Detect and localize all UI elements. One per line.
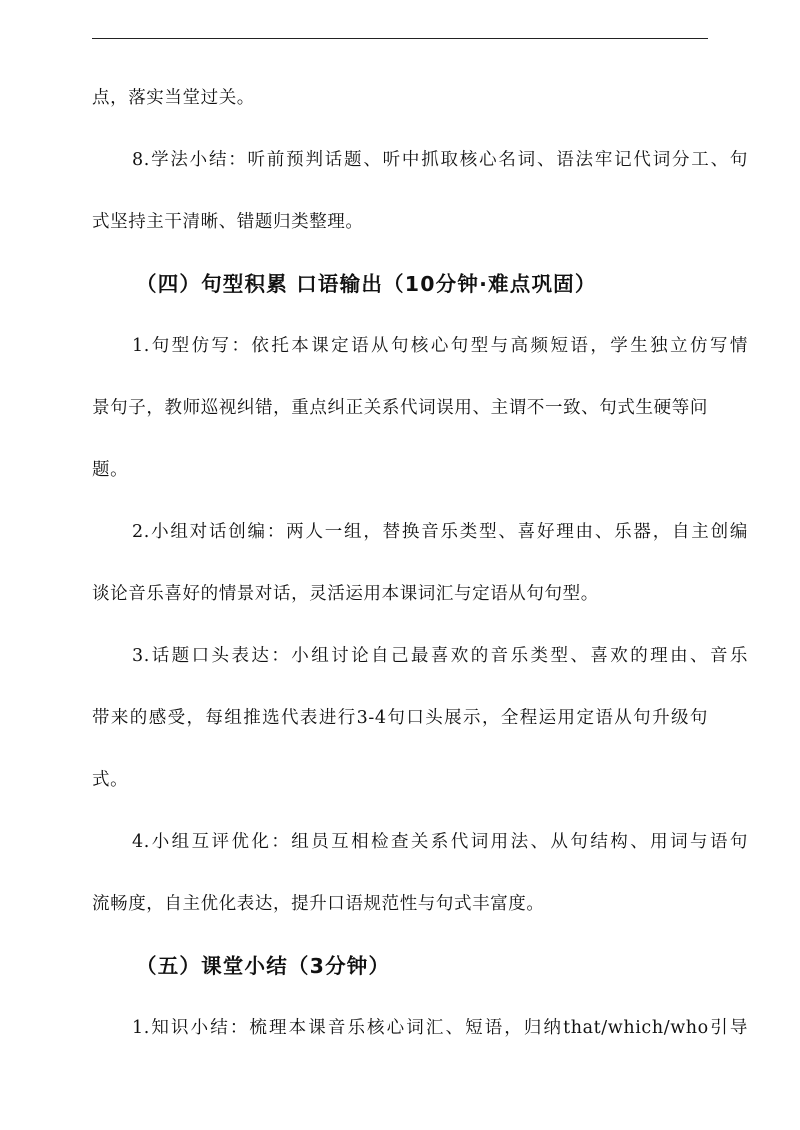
paragraph-line: 流畅度，自主优化表达，提升口语规范性与句式丰富度。 [92,894,545,914]
paragraph-line: 式坚持主干清晰、错题归类整理。 [92,212,364,232]
paragraph-line: 景句子，教师巡视纠错，重点纠正关系代词误用、主谓不一致、句式生硬等问 [92,398,708,418]
paragraph-line: 1.句型仿写：依托本课定语从句核心句型与高频短语，学生独立仿写情 [132,336,748,356]
paragraph-line: 2.小组对话创编：两人一组，替换音乐类型、喜好理由、乐器，自主创编 [132,522,748,542]
paragraph-line: 4.小组互评优化：组员互相检查关系代词用法、从句结构、用词与语句 [132,832,748,852]
paragraph-line: 1.知识小结：梳理本课音乐核心词汇、短语，归纳that/which/who引导 [132,1018,748,1038]
paragraph-line: 题。 [92,460,129,480]
section-heading: （四）句型积累 口语输出（10分钟·难点巩固） [136,272,597,296]
paragraph-line: 点，落实当堂过关。 [92,88,255,108]
paragraph-line: 8.学法小结：听前预判话题、听中抓取核心名词、语法牢记代词分工、句 [132,150,748,170]
header-rule [92,38,708,39]
paragraph-line: 3.话题口头表达：小组讨论自己最喜欢的音乐类型、喜欢的理由、音乐 [132,646,748,666]
paragraph-line: 式。 [92,770,129,790]
paragraph-line: 带来的感受，每组推选代表进行3-4句口头展示，全程运用定语从句升级句 [92,708,708,728]
section-heading: （五）课堂小结（3分钟） [136,954,391,978]
paragraph-line: 谈论音乐喜好的情景对话，灵活运用本课词汇与定语从句句型。 [92,584,599,604]
